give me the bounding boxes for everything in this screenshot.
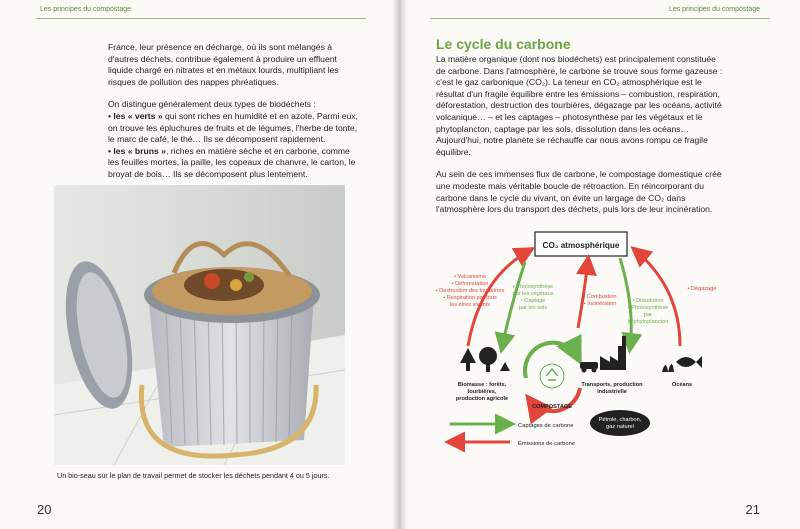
bullet-bruns: [108, 146, 358, 181]
fossil-fuel-box: [590, 410, 650, 436]
left-body-text: [108, 42, 358, 181]
red-list-1-item: • Respiration par tous: [443, 295, 497, 301]
bullet-bruns-term: • les « bruns »: [108, 145, 166, 156]
carbon-cycle-diagram: [430, 228, 730, 473]
right-page: [400, 0, 800, 529]
legend-green-label: Captages de carbone: [518, 423, 574, 429]
green-list-2-item: par: [643, 312, 653, 318]
header-rule-left: [36, 18, 366, 19]
compost-cycle: [525, 343, 580, 412]
biomass-label: [456, 382, 508, 402]
running-head-right: Les principes du compostage: [668, 6, 760, 13]
arrow-atmosphere-to-oceans: [620, 258, 631, 348]
green-list-2-item: • Dissolution: [632, 298, 664, 304]
right-paragraph-1: La matière organique (dont nos biodéchets) est principalement constituée de carbone. Dans l'atmosphère, le carbone se trouve sous forme gazeuse : c'est le gaz carbonique (CO₂). La teneur en CO₂ atmosphérique est le résultat d'un fragile équilibre entre les émissions – combustion, respiration, déforestation, destruction des tourbières, dégazage par les océans, activité volcanique… – et les captages – photosynthèse par les végétaux et le phytoplancton, captage par les sols, dissolution dans les océans… Aujourd'hui, notre planète se réchauffe car nous avons rompu ce fragile équilibre.: [436, 54, 723, 157]
bullet-verts: [108, 111, 358, 146]
co2-box-label: CO₂ atmosphérique: [542, 241, 620, 250]
biomass-label-line: production agricole: [455, 396, 509, 402]
green-list-2-item: le phytoplancton: [627, 319, 669, 325]
red-list-3-item: • Dégazage: [687, 286, 717, 292]
green-list-2-item: • Photosynthèse: [627, 305, 669, 311]
red-list-1-item: • Déforestation: [451, 281, 489, 287]
green-list-1-item: • Photosynthèse: [512, 284, 554, 290]
section-title: Le cycle du carbone: [436, 36, 571, 52]
biomass-label-line: Biomasse : forêts,: [457, 382, 507, 388]
fossil-fuel-label: gaz naturel: [606, 424, 634, 430]
co2-box: [535, 232, 627, 256]
page-number-left: 20: [37, 502, 52, 517]
transport-label: [581, 382, 643, 395]
biomass-label-line: tourbières,: [467, 389, 497, 395]
right-body-text: [436, 54, 726, 216]
bio-bucket-illustration: [54, 185, 345, 465]
oceans-label: Océans: [671, 382, 693, 388]
transport-label-line: Transports, production: [581, 382, 643, 388]
legend-red-label: Émissions de carbone: [518, 441, 576, 447]
page-number-right: 21: [745, 502, 760, 517]
car-icon: [580, 362, 598, 373]
green-list-1-item: par les sols: [518, 305, 548, 311]
trees-icon: [460, 347, 510, 372]
bullet-verts-text: qui sont riches en humidité et en azote. Parmi eux, on trouve les épluchures de fruits et de légumes, l'herbe de tonte, le marc de café, le thé… Ils se décomposent rapidement.: [108, 110, 358, 145]
red-list-2-item: • Incinération: [583, 301, 617, 307]
green-list-1: [512, 284, 553, 311]
bullet-verts-term: • les « verts »: [108, 110, 163, 121]
red-list-1-item: • Destruction des tourbières: [435, 288, 505, 294]
legend: [450, 423, 575, 447]
red-list-3: [687, 286, 716, 292]
green-list-2: [628, 298, 669, 325]
right-paragraph-2: Au sein de ces immenses flux de carbone, le compostage domestique crée une modeste mais véritable boucle de rétroaction. En réincorporant du carbone dans le cycle du vivant, on évite un largage de CO₂ dans l'atmosphère lors du transport des déchets, puis lors de leur incinération.: [436, 169, 722, 215]
left-paragraph-1: France, leur présence en décharge, où ils sont mélangés à d'autres déchets, contribue également à produire un effluent liquide chargé en nitrates et en métaux lourds, multipliant les risques de pollution des nappes phréatiques.: [108, 42, 339, 87]
book-gutter: [392, 0, 408, 529]
red-list-1-item: les êtres vivants: [449, 302, 491, 308]
bio-bucket-photo: [54, 185, 345, 465]
green-list-1-item: par les végétaux: [512, 291, 554, 297]
fish-icon: [662, 356, 702, 372]
red-list-2-item: • Combustion: [583, 294, 617, 300]
left-paragraph-2: On distingue généralement deux types de biodéchets :: [108, 99, 316, 110]
compostage-label: COMPOSTAGE: [532, 404, 572, 410]
transport-label-line: industrielle: [597, 389, 627, 395]
photo-caption: Un bio-seau sur le plan de travail permet de stocker les déchets pendant 4 ou 5 jours.: [57, 471, 330, 480]
fossil-fuel-label: Pétrole, charbon,: [598, 417, 642, 423]
factory-icon: [600, 336, 626, 370]
running-head-left: Les principes du compostage: [40, 6, 132, 13]
header-rule-right: [430, 18, 770, 19]
green-list-1-item: • Captage: [520, 298, 546, 304]
bullet-bruns-text: , riches en matière sèche et en carbone, comme les feuilles mortes, la paille, les copeaux de chanvre, le carton, le broyat de bois… Ils se décomposent plus lentement.: [108, 145, 356, 179]
red-list-1-item: • Volcanisme: [453, 274, 487, 280]
red-list-2: [583, 294, 616, 307]
